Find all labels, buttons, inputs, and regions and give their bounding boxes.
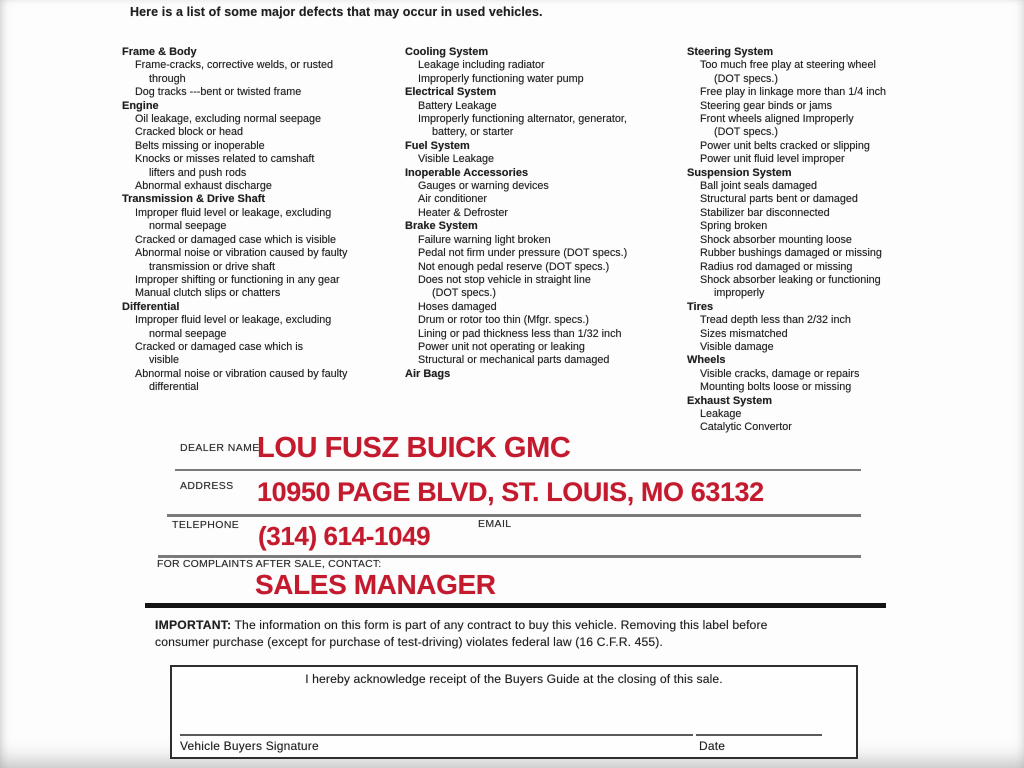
- defect-line: Visible Leakage: [418, 153, 495, 166]
- defect-line: Radius rod damaged or missing: [700, 260, 853, 273]
- defect-category: Differential: [122, 300, 180, 313]
- defect-line: (DOT specs.): [432, 287, 496, 300]
- important-notice-text: The information on this form is part of any contract to buy this vehicle. Removing this label before consumer purchase (except for purchase of test-driving) violates federal law (16 C.F.R. 455).: [155, 618, 768, 649]
- defect-line: through: [149, 72, 186, 85]
- defect-line: Dog tracks ---bent or twisted frame: [135, 86, 302, 99]
- defect-line: Heater & Defroster: [418, 206, 509, 219]
- defect-line: Not enough pedal reserve (DOT specs.): [418, 260, 610, 273]
- date-label: Date: [699, 739, 726, 753]
- defect-category: Transmission & Drive Shaft: [122, 193, 266, 206]
- defect-line: Gauges or warning devices: [418, 180, 549, 193]
- defect-line: Power unit fluid level improper: [700, 153, 845, 166]
- defect-line: Oil leakage, excluding normal seepage: [135, 113, 322, 126]
- defect-line: Knocks or misses related to camshaft: [135, 153, 315, 166]
- defect-category: Brake System: [405, 220, 478, 233]
- defect-line: battery, or starter: [432, 126, 514, 139]
- defect-category: Tires: [687, 300, 714, 313]
- defect-line: Visible cracks, damage or repairs: [700, 367, 860, 380]
- defect-line: Steering gear binds or jams: [700, 99, 833, 112]
- defect-line: differential: [149, 381, 199, 394]
- defect-category: Air Bags: [405, 367, 451, 380]
- defect-line: Lining or pad thickness less than 1/32 inch: [418, 327, 622, 340]
- defect-line: Improper fluid level or leakage, excluding: [135, 314, 332, 327]
- defect-line: Leakage including radiator: [418, 59, 545, 72]
- defect-category: Engine: [122, 99, 159, 112]
- defect-line: Improperly functioning alternator, generator,: [418, 113, 627, 126]
- telephone-value: (314) 614-1049: [258, 521, 431, 551]
- defect-line: Mounting bolts loose or missing: [700, 381, 852, 394]
- defect-line: Shock absorber leaking or functioning: [700, 273, 881, 286]
- defect-line: Belts missing or inoperable: [135, 139, 265, 152]
- defect-line: visible: [149, 354, 180, 367]
- defect-category: Inoperable Accessories: [405, 166, 529, 179]
- defect-category: Frame & Body: [122, 46, 197, 58]
- address-label: ADDRESS: [180, 480, 234, 492]
- defect-line: Manual clutch slips or chatters: [135, 287, 281, 300]
- defect-line: Drum or rotor too thin (Mfgr. specs.): [418, 314, 589, 327]
- defect-line: Improperly functioning water pump: [418, 72, 584, 85]
- defect-line: Rubber bushings damaged or missing: [700, 247, 882, 260]
- date-line[interactable]: [696, 734, 822, 736]
- defects-list: [122, 46, 987, 435]
- dealer-name-line: [175, 469, 861, 471]
- defect-category: Electrical System: [405, 86, 497, 99]
- page-title: Here is a list of some major defects that may occur in used vehicles.: [130, 5, 543, 19]
- defect-line: improperly: [714, 287, 765, 300]
- defects-column-1: [122, 46, 405, 435]
- defect-line: (DOT specs.): [714, 72, 778, 85]
- address-value: 10950 PAGE BLVD, ST. LOUIS, MO 63132: [257, 477, 764, 507]
- defect-line: lifters and push rods: [149, 166, 247, 179]
- defect-line: Hoses damaged: [418, 300, 497, 313]
- email-label: EMAIL: [478, 518, 512, 530]
- defect-line: Cracked block or head: [135, 126, 244, 139]
- defect-line: Power unit belts cracked or slipping: [700, 139, 870, 152]
- signature-label: Vehicle Buyers Signature: [180, 739, 319, 753]
- important-notice-label: IMPORTANT:: [155, 618, 232, 632]
- defect-line: Cracked or damaged case which is: [135, 340, 304, 353]
- acknowledgment-text: I hereby acknowledge receipt of the Buyers Guide at the closing of this sale.: [305, 672, 723, 686]
- dealer-name-label: DEALER NAME: [180, 442, 260, 454]
- defect-line: Abnormal exhaust discharge: [135, 180, 272, 193]
- defect-line: Pedal not firm under pressure (DOT specs.): [418, 247, 628, 260]
- address-line: [167, 514, 861, 517]
- defect-line: Sizes mismatched: [700, 327, 788, 340]
- defect-category: Suspension System: [687, 166, 792, 179]
- defect-category: Steering System: [687, 46, 774, 58]
- defect-line: Ball joint seals damaged: [700, 180, 818, 193]
- defect-line: Free play in linkage more than 1/4 inch: [700, 86, 887, 99]
- defect-line: Too much free play at steering wheel: [700, 59, 876, 72]
- defect-line: Structural parts bent or damaged: [700, 193, 858, 206]
- defect-line: Improper shifting or functioning in any gear: [135, 273, 340, 286]
- defect-line: Structural or mechanical parts damaged: [418, 354, 610, 367]
- defect-category: Exhaust System: [687, 394, 772, 407]
- signature-line[interactable]: [180, 734, 693, 736]
- defect-line: Catalytic Convertor: [700, 421, 792, 434]
- defect-category: Wheels: [687, 354, 726, 367]
- defect-line: Front wheels aligned Improperly: [700, 113, 854, 126]
- dealer-name-value: LOU FUSZ BUICK GMC: [257, 432, 571, 464]
- defect-line: Failure warning light broken: [418, 233, 551, 246]
- defect-line: transmission or drive shaft: [149, 260, 276, 273]
- defects-column-3: [687, 46, 987, 435]
- defect-line: Improper fluid level or leakage, excluding: [135, 206, 332, 219]
- defect-line: Shock absorber mounting loose: [700, 233, 852, 246]
- defect-line: (DOT specs.): [714, 126, 778, 139]
- defect-line: Frame-cracks, corrective welds, or rusted: [135, 59, 333, 72]
- defect-line: Cracked or damaged case which is visible: [135, 233, 337, 246]
- defect-line: Abnormal noise or vibration caused by faulty: [135, 367, 348, 380]
- telephone-label: TELEPHONE: [172, 519, 240, 531]
- defects-column-2: [405, 46, 687, 435]
- section-divider: [145, 603, 886, 608]
- defect-line: normal seepage: [149, 220, 227, 233]
- defect-line: Tread depth less than 2/32 inch: [700, 314, 851, 327]
- defect-category: Fuel System: [405, 139, 470, 152]
- defect-line: Visible damage: [700, 340, 774, 353]
- defect-line: Stabilizer bar disconnected: [700, 206, 830, 219]
- defect-line: Air conditioner: [418, 193, 488, 206]
- defect-line: Power unit not operating or leaking: [418, 340, 585, 353]
- defect-line: Leakage: [700, 407, 742, 420]
- defect-category: Cooling System: [405, 46, 489, 58]
- complaints-contact-label: FOR COMPLAINTS AFTER SALE, CONTACT:: [157, 558, 382, 570]
- complaints-contact-value: SALES MANAGER: [255, 569, 496, 600]
- defect-line: normal seepage: [149, 327, 227, 340]
- defect-line: Abnormal noise or vibration caused by faulty: [135, 247, 348, 260]
- defect-line: Spring broken: [700, 220, 768, 233]
- important-notice: [155, 617, 807, 650]
- defect-line: Does not stop vehicle in straight line: [418, 273, 591, 286]
- acknowledgment-box: [170, 665, 858, 759]
- defect-line: Battery Leakage: [418, 99, 497, 112]
